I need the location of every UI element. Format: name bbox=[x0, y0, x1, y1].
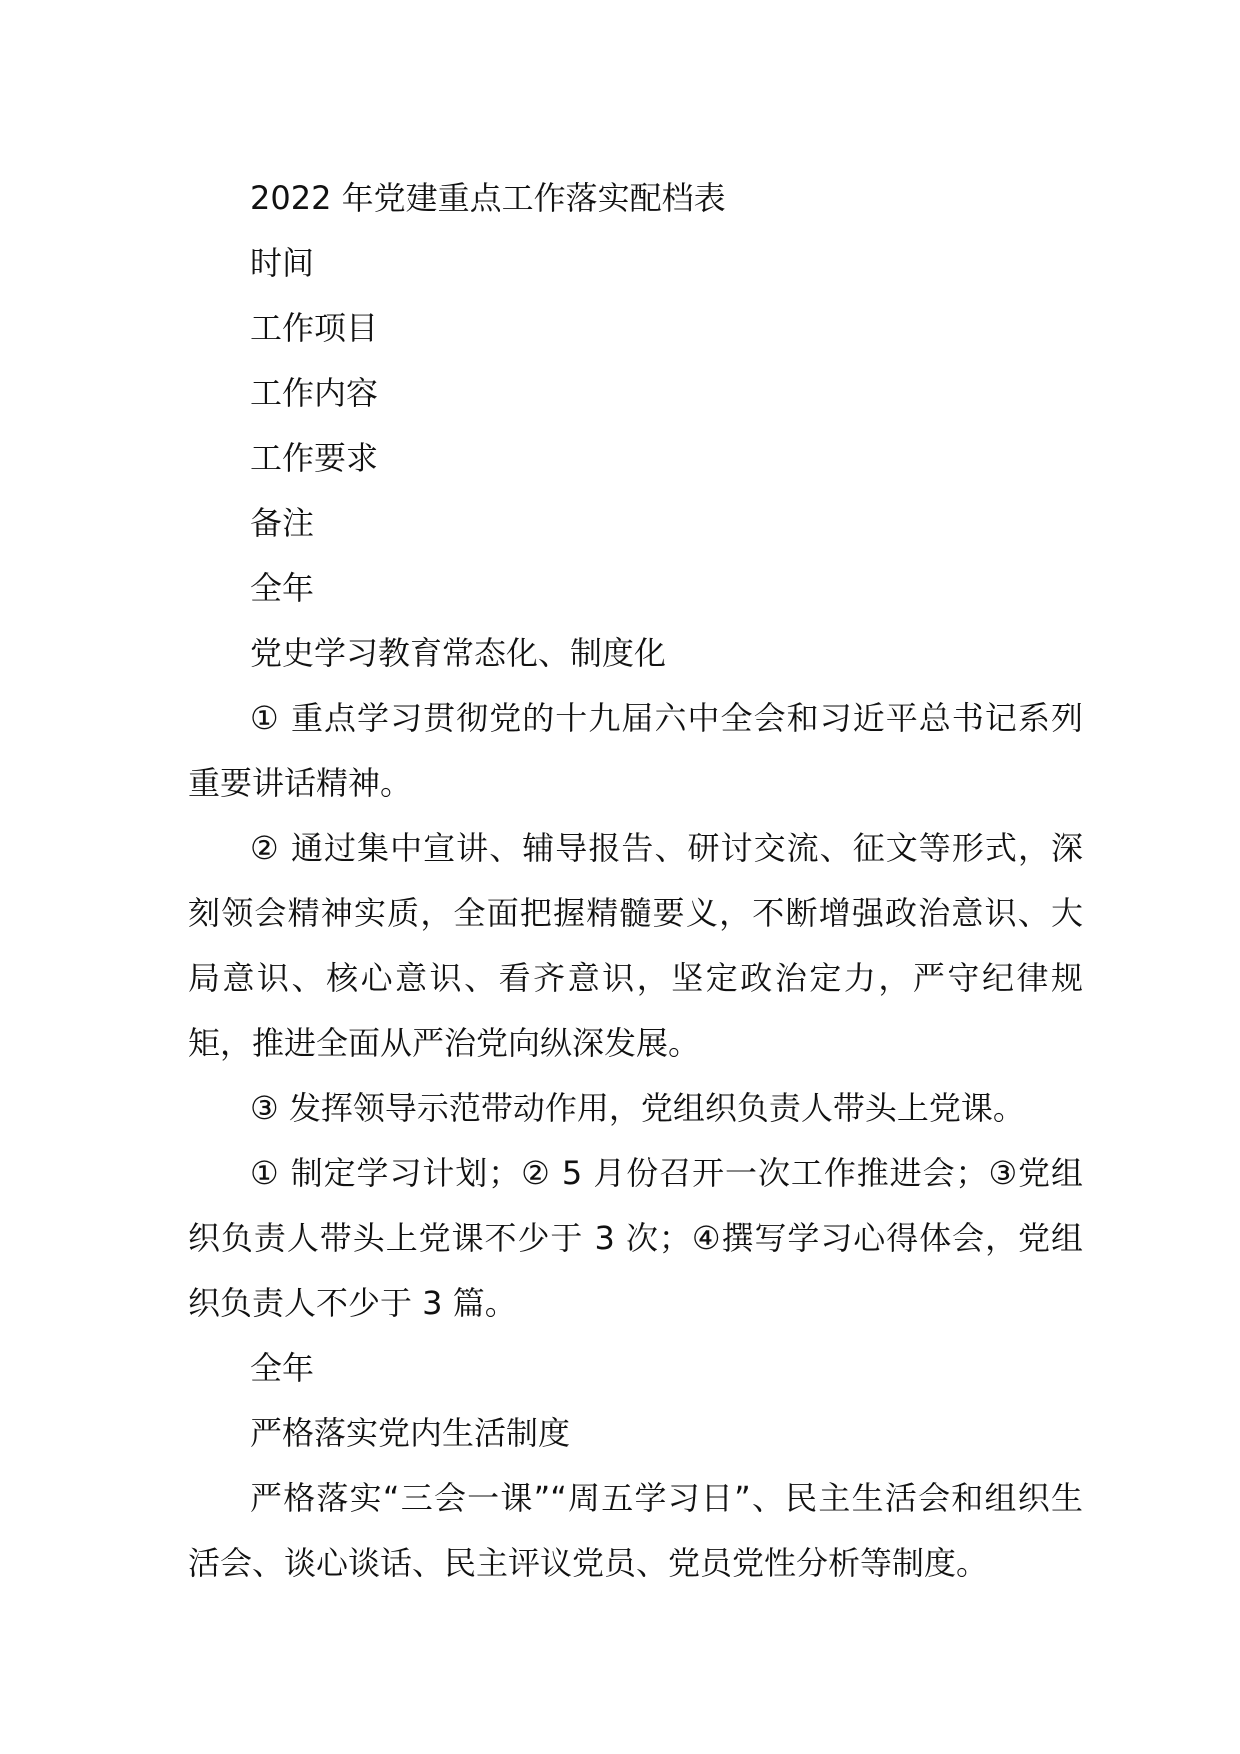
document-title: 2022 年党建重点工作落实配档表 bbox=[250, 179, 726, 217]
row-2-content: 严格落实“三会一课”“周五学习日”、民主生活会和组织生活会、谈心谈话、民主评议党员、党员党性分析等制度。 bbox=[188, 1479, 1083, 1582]
row-1-content-point-3: ③ 发挥领导示范带动作用，党组织负责人带头上党课。 bbox=[250, 1089, 1025, 1127]
row-2-time: 全年 bbox=[250, 1349, 315, 1387]
column-header-work-item: 工作项目 bbox=[250, 309, 379, 347]
row-1-work-item: 党史学习教育常态化、制度化 bbox=[250, 634, 667, 672]
column-header-work-content: 工作内容 bbox=[250, 374, 379, 412]
row-1-time: 全年 bbox=[250, 569, 315, 607]
column-header-work-requirement: 工作要求 bbox=[250, 439, 379, 477]
document-body bbox=[188, 166, 1083, 1596]
column-header-time: 时间 bbox=[250, 244, 315, 282]
column-header-remark: 备注 bbox=[250, 504, 315, 542]
row-1-requirements: ① 制定学习计划；② 5 月份召开一次工作推进会；③党组织负责人带头上党课不少于 3 次；④撰写学习心得体会，党组织负责人不少于 3 篇。 bbox=[188, 1154, 1083, 1322]
row-1-content-point-2: ② 通过集中宣讲、辅导报告、研讨交流、征文等形式，深刻领会精神实质，全面把握精髓要义，不断增强政治意识、大局意识、核心意识、看齐意识，坚定政治定力，严守纪律规矩，推进全面从严治党向纵深发展。 bbox=[188, 829, 1083, 1062]
row-2-work-item: 严格落实党内生活制度 bbox=[250, 1414, 571, 1452]
row-1-content-point-1: ① 重点学习贯彻党的十九届六中全会和习近平总书记系列重要讲话精神。 bbox=[188, 699, 1083, 802]
